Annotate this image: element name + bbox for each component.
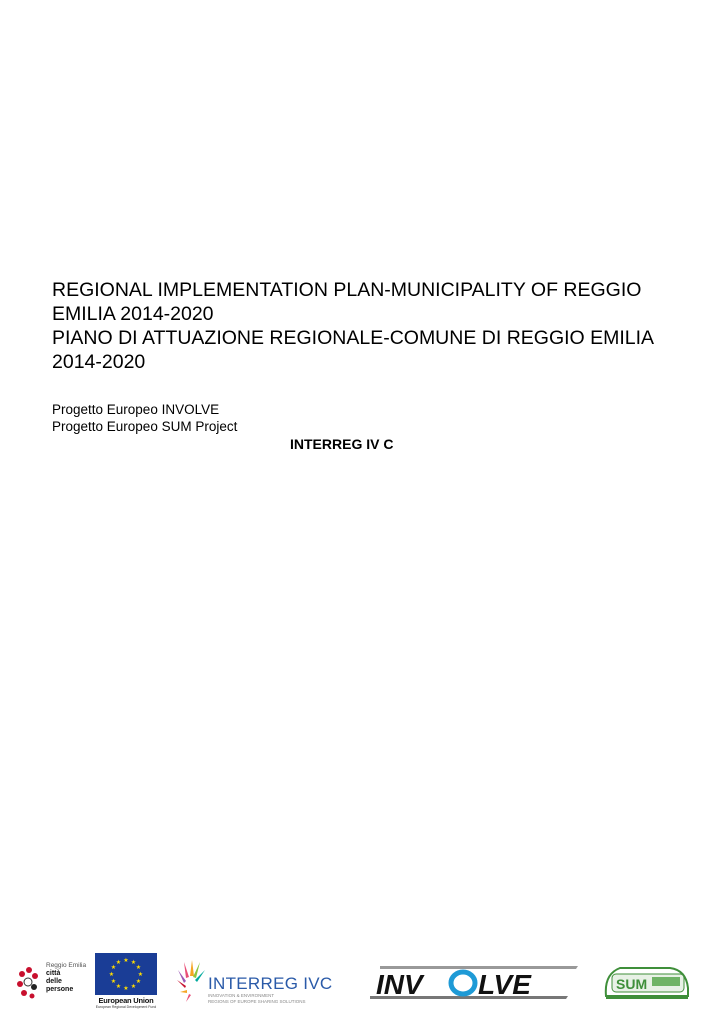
sum-logo xyxy=(600,960,690,1004)
subtitle-line: Progetto Europeo INVOLVE xyxy=(52,402,220,417)
involve-logo xyxy=(370,963,578,1001)
reggio-emilia-emblem-icon xyxy=(14,960,44,1004)
svg-text:★: ★ xyxy=(110,978,117,985)
title-line: EMILIA 2014-2020 xyxy=(52,303,214,325)
svg-text:★: ★ xyxy=(135,978,142,985)
european-union-logo xyxy=(95,953,157,1011)
svg-text:★: ★ xyxy=(130,983,137,990)
title-line: 2014-2020 xyxy=(52,351,146,373)
svg-text:★: ★ xyxy=(135,964,142,971)
reggio-emilia-logo xyxy=(14,960,90,1004)
reggio-logo-line: Reggio Emilia xyxy=(46,962,87,969)
svg-text:★: ★ xyxy=(115,959,122,966)
eu-subcaption: European Regional Development Fund xyxy=(95,1005,157,1009)
involve-text-right: LVE xyxy=(478,969,531,1000)
interreg-subline: INNOVATION & ENVIRONMENT xyxy=(208,993,275,998)
reggio-logo-line: delle persone xyxy=(46,978,74,993)
involve-text-left: INV xyxy=(376,969,423,1000)
sum-text: SUM xyxy=(616,976,648,992)
interreg-logo xyxy=(176,952,336,1008)
subtitle-line: Progetto Europeo SUM Project xyxy=(52,419,238,434)
reggio-logo-line: città xyxy=(46,970,61,977)
involve-wordmark-icon xyxy=(370,963,578,1001)
project-subtitle xyxy=(52,401,237,435)
eu-caption: European Union xyxy=(98,996,154,1005)
interreg-subline: REGIONS OF EUROPE SHARING SOLUTIONS xyxy=(208,999,306,1004)
svg-text:★: ★ xyxy=(123,985,129,992)
sum-bus-icon xyxy=(600,960,690,1004)
svg-text:★: ★ xyxy=(108,971,115,978)
title-line: PIANO DI ATTUAZIONE REGIONALE-COMUNE DI REGGIO EMILIA xyxy=(52,327,655,349)
program-name: INTERREG IV C xyxy=(290,436,394,452)
svg-text:★: ★ xyxy=(115,983,122,990)
svg-text:★: ★ xyxy=(137,971,144,978)
title-line: REGIONAL IMPLEMENTATION PLAN-MUNICIPALITY OF REGGIO xyxy=(52,279,642,301)
interreg-rays-icon xyxy=(176,952,208,1008)
svg-text:★: ★ xyxy=(110,964,117,971)
eu-flag-icon xyxy=(95,953,157,995)
svg-text:★: ★ xyxy=(123,957,129,964)
interreg-title: INTERREG IVC xyxy=(208,974,333,993)
svg-text:★: ★ xyxy=(130,959,137,966)
document-title xyxy=(52,278,682,374)
